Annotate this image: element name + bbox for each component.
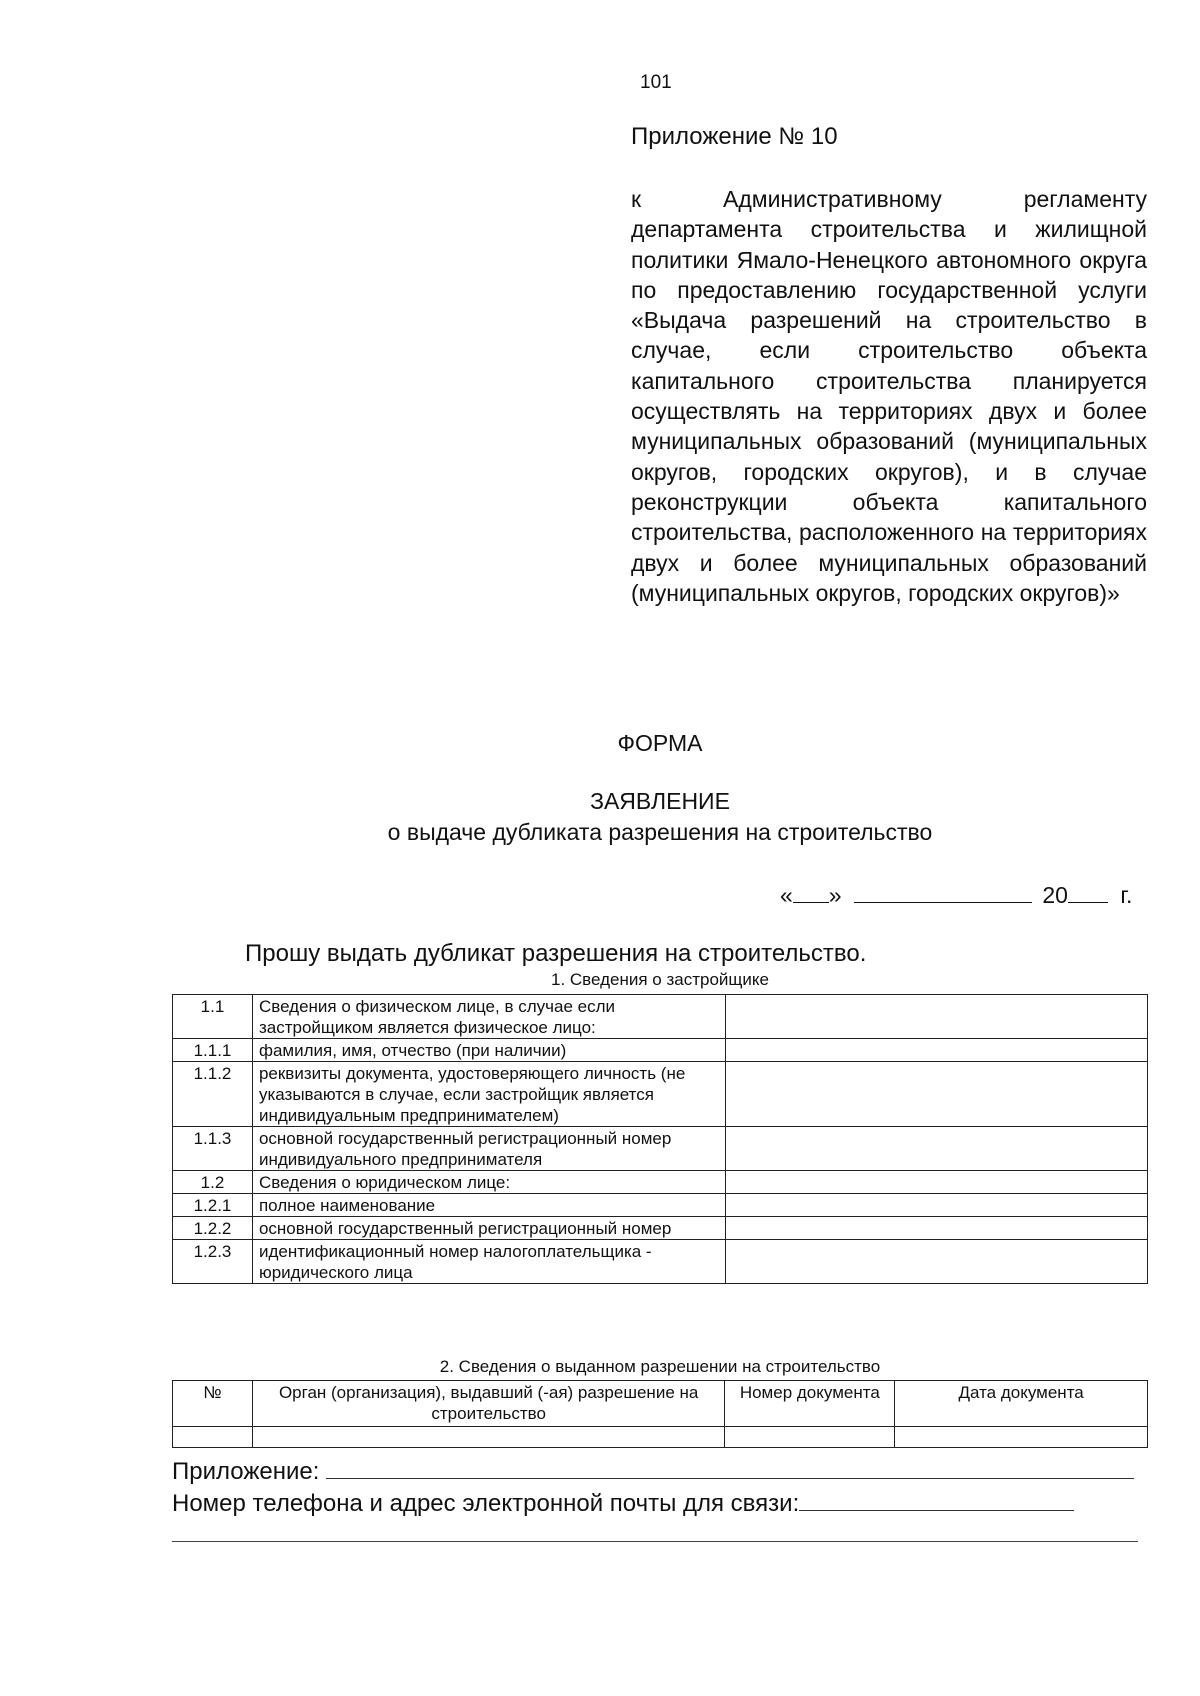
document-number-cell[interactable] [725, 1427, 895, 1448]
row-number: 1.1 [173, 995, 253, 1039]
table-row [173, 1039, 1148, 1062]
contact-field-continuation[interactable] [172, 1541, 1138, 1542]
statement-subtitle: о выдаче дубликата разрешения на строительство [387, 819, 933, 845]
section2-title: 2. Сведения о выданном разрешении на строительство [439, 1357, 881, 1376]
header-number: № [173, 1381, 253, 1427]
table-row [173, 1217, 1148, 1240]
document-date-cell[interactable] [895, 1427, 1148, 1448]
appendix-text: к Административному регламенту департамента строительства и жилищной политики Ямало-Ненецкого автономного округа по предоставлению государственной услуги «Выдача разрешений на строительство в случае, если строительство объекта капитального строительства планируется осуществлять на территориях двух и более муниципальных образований (муниципальных округов, городских округов), и в случае реконструкции объекта капитального строительства, расположенного на территориях двух и более муниципальных образований (муниципальных округов, городских округов)» [631, 186, 1147, 606]
table-row [173, 1127, 1148, 1171]
row-label: Сведения о юридическом лице: [252, 1171, 725, 1194]
table-row [173, 1427, 1148, 1448]
row-value-cell[interactable] [725, 1062, 1147, 1127]
table-row [173, 1194, 1148, 1217]
table-row [173, 1171, 1148, 1194]
request-text: Прошу выдать дубликат разрешения на строительство. [245, 940, 867, 967]
row-value-cell[interactable] [725, 1217, 1147, 1240]
contact-label: Номер телефона и адрес электронной почты для связи: [172, 1490, 800, 1517]
contact-line [172, 1488, 1074, 1518]
statement-title: ЗАЯВЛЕНИЕ [590, 788, 730, 814]
form-label: ФОРМА [617, 730, 703, 756]
row-value-cell[interactable] [725, 1194, 1147, 1217]
page-number: 101 [640, 72, 672, 93]
header-issuing-authority: Орган (организация), выдавший (-ая) разрешение на строительство [252, 1381, 724, 1427]
issuing-authority-cell[interactable] [252, 1427, 724, 1448]
row-number: 1.2 [173, 1171, 253, 1194]
row-label: полное наименование [252, 1194, 725, 1217]
row-label: основной государственный регистрационный номер [252, 1217, 725, 1240]
table-row [173, 1240, 1148, 1284]
month-field[interactable] [854, 882, 1032, 903]
attachment-field[interactable] [326, 1456, 1134, 1479]
row-label: идентификационный номер налогоплательщика - юридического лица [252, 1240, 725, 1284]
table-header-row [173, 1381, 1148, 1427]
row-value-cell[interactable] [725, 995, 1147, 1039]
year-suffix: г. [1120, 882, 1133, 908]
row-value-cell[interactable] [725, 1171, 1147, 1194]
row-value-cell[interactable] [725, 1240, 1147, 1284]
date-line [780, 882, 1132, 909]
number-cell[interactable] [173, 1427, 253, 1448]
table-row [173, 1062, 1148, 1127]
day-field[interactable] [793, 882, 829, 903]
appendix-title: Приложение № 10 [631, 123, 838, 150]
row-number: 1.1.1 [173, 1039, 253, 1062]
developer-info-table [172, 994, 1148, 1284]
row-value-cell[interactable] [725, 1127, 1147, 1171]
contact-field[interactable] [799, 1488, 1074, 1511]
row-value-cell[interactable] [725, 1039, 1147, 1062]
table-row [173, 995, 1148, 1039]
section1-title: 1. Сведения о застройщике [551, 970, 769, 989]
date-open-quote: « [780, 882, 793, 908]
header-document-number: Номер документа [725, 1381, 895, 1427]
row-number: 1.1.3 [173, 1127, 253, 1171]
year-field[interactable] [1068, 882, 1108, 903]
date-close-quote: » [828, 882, 842, 908]
row-number: 1.2.2 [173, 1217, 253, 1240]
row-label: основной государственный регистрационный номер индивидуального предпринимателя [252, 1127, 725, 1171]
row-label: реквизиты документа, удостоверяющего личность (не указываются в случае, если застройщик является индивидуальным предпринимателем) [252, 1062, 725, 1127]
attachment-line [172, 1456, 1134, 1486]
row-label: фамилия, имя, отчество (при наличии) [252, 1039, 725, 1062]
row-number: 1.2.1 [173, 1194, 253, 1217]
permit-info-table [172, 1380, 1148, 1448]
row-number: 1.1.2 [173, 1062, 253, 1127]
attachment-label: Приложение: [172, 1458, 320, 1485]
year-prefix: 20 [1042, 882, 1068, 908]
row-label: Сведения о физическом лице, в случае если застройщиком является физическое лицо: [252, 995, 725, 1039]
row-number: 1.2.3 [173, 1240, 253, 1284]
header-document-date: Дата документа [895, 1381, 1148, 1427]
